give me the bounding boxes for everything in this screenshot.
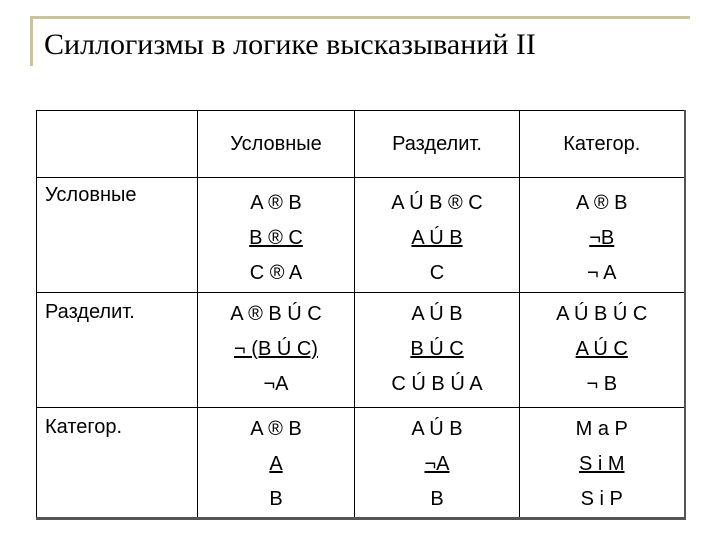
table-cell: [520, 178, 685, 293]
table-cell: [520, 408, 685, 519]
conclusion: ¬A: [263, 373, 289, 395]
premise: A ® B: [250, 192, 302, 214]
conclusion: B: [430, 488, 444, 510]
table-row: [37, 178, 685, 293]
premise: A Ú B ® C: [391, 192, 483, 214]
premise: B ® C: [249, 227, 303, 249]
column-header: Разделит.: [355, 111, 520, 178]
premise: A ® B: [576, 192, 628, 214]
row-header: Категор.: [37, 408, 198, 519]
conclusion: C: [429, 262, 445, 284]
premise: S i M: [578, 453, 625, 475]
premise: M a P: [575, 418, 628, 440]
header-row: [37, 111, 685, 178]
conclusion: C ® A: [249, 262, 303, 284]
conclusion: ¬ B: [586, 373, 618, 395]
table-cell: [520, 293, 685, 408]
premise: ¬A: [424, 453, 450, 475]
premise: A Ú B Ú C: [556, 303, 648, 325]
premise: A Ú C: [575, 338, 628, 360]
premise: ¬ (B Ú C): [234, 338, 318, 360]
premise: A ® B: [250, 418, 302, 440]
premise: A Ú B: [411, 418, 463, 440]
conclusion: B: [269, 488, 283, 510]
premise: B Ú C: [410, 338, 464, 360]
premise: ¬B: [589, 227, 615, 249]
table-cell: [198, 178, 355, 293]
premise: A Ú B: [411, 303, 463, 325]
syllogism-table: [36, 110, 686, 520]
table-cell: [355, 408, 520, 519]
title-frame-top: [30, 16, 690, 19]
premise: A ® B Ú C: [230, 303, 322, 325]
column-header: Условные: [198, 111, 355, 178]
table-row: [37, 408, 685, 519]
premise: A: [269, 453, 283, 475]
premise: A Ú B: [411, 227, 463, 249]
table-cell: [198, 408, 355, 519]
conclusion: ¬ A: [587, 262, 617, 284]
conclusion: S i P: [580, 488, 623, 510]
conclusion: C Ú B Ú A: [391, 373, 483, 395]
row-header: Условные: [37, 178, 198, 293]
title-frame-left: [30, 16, 33, 66]
corner-cell: [37, 111, 198, 178]
table-cell: [355, 293, 520, 408]
column-header: Категор.: [520, 111, 685, 178]
table-row: [37, 293, 685, 408]
table-cell: [198, 293, 355, 408]
row-header: Разделит.: [37, 293, 198, 408]
slide-title: Силлогизмы в логике высказываний II: [44, 28, 536, 61]
table-cell: [355, 178, 520, 293]
